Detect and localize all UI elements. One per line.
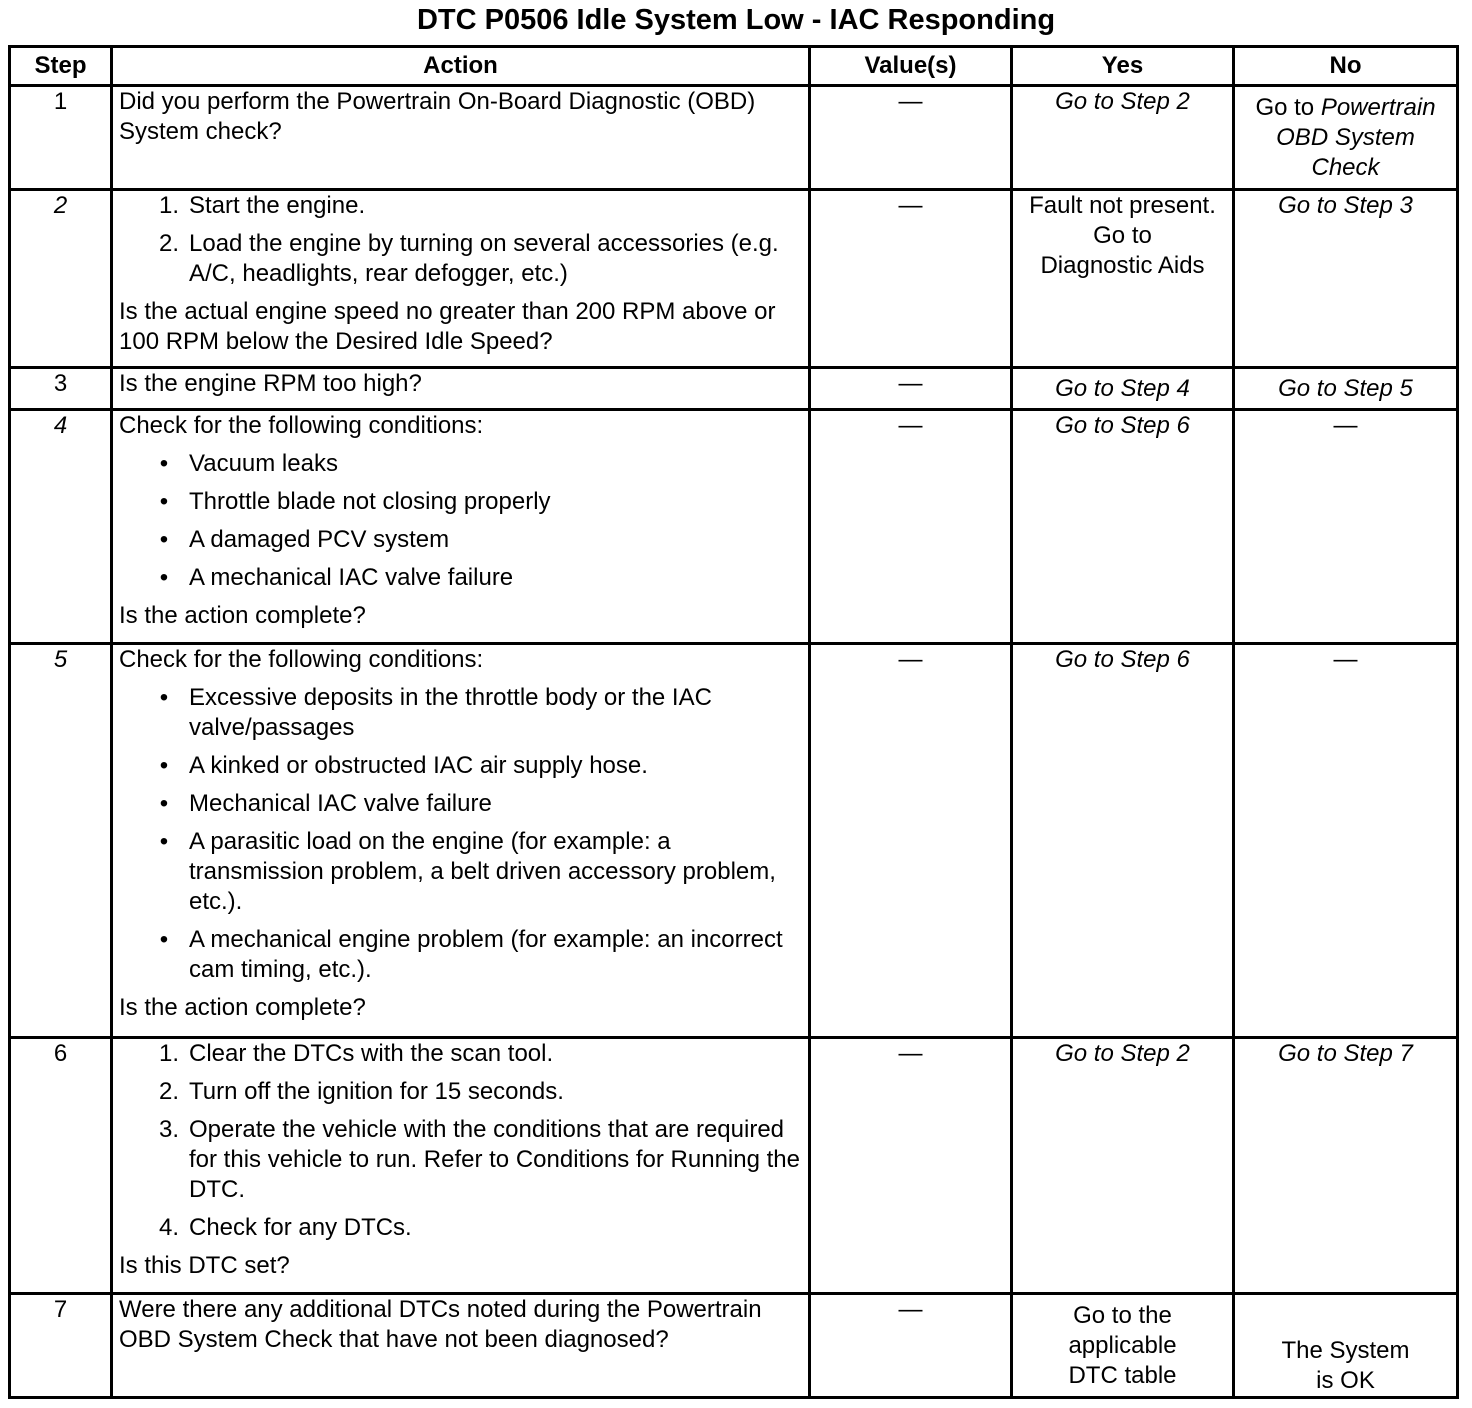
list-item: 1. Clear the DTCs with the scan tool. [158, 1040, 554, 1067]
action-intro: Check for the following conditions: [119, 646, 484, 673]
no-cell: — [1234, 410, 1458, 644]
list-item: • Excessive deposits in the throttle body or the IAC valve/passages [159, 684, 712, 741]
no-cell [1234, 86, 1458, 190]
list-item: • A parasitic load on the engine (for example: a transmission problem, a belt driven accessory problem, etc.). [159, 828, 776, 915]
action-question: Is the engine RPM too high? [119, 370, 422, 397]
table-row [10, 1038, 1458, 1294]
no-line: is OK [1316, 1367, 1375, 1394]
list-item: • Mechanical IAC valve failure [159, 790, 492, 817]
value-cell: — [810, 1038, 1012, 1294]
numbered-list [119, 191, 802, 289]
no-line: OBD System [1276, 123, 1415, 151]
yes-line: Diagnostic Aids [1040, 252, 1205, 279]
no-cell: Go to Step 5 [1234, 368, 1458, 410]
action-cell [112, 190, 810, 368]
list-item: • A mechanical engine problem (for example: an incorrect cam timing, etc.). [159, 926, 783, 983]
action-cell [112, 1038, 810, 1294]
yes-line: applicable [1068, 1331, 1177, 1359]
bullet-list [119, 449, 802, 593]
header-yes: Yes [1012, 47, 1234, 86]
step-number: 1 [10, 86, 112, 190]
no-line: Powertrain [1320, 93, 1436, 121]
no-line: Go to [1255, 93, 1321, 121]
header-action: Action [112, 47, 810, 86]
yes-cell: Go to Step 4 [1012, 368, 1234, 410]
no-cell: Go to Step 3 [1234, 190, 1458, 368]
header-step: Step [10, 47, 112, 86]
value-cell: — [810, 1294, 1012, 1398]
step-number: 3 [10, 368, 112, 410]
value-cell: — [810, 368, 1012, 410]
yes-cell [1012, 190, 1234, 368]
list-item: • Throttle blade not closing properly [159, 488, 551, 515]
step-number: 4 [10, 410, 112, 644]
yes-line: DTC table [1068, 1361, 1177, 1389]
no-line: The System [1281, 1337, 1410, 1364]
value-cell: — [810, 190, 1012, 368]
table-row [10, 368, 1458, 410]
yes-cell: Go to Step 2 [1012, 1038, 1234, 1294]
table-row [10, 86, 1458, 190]
list-item: • A mechanical IAC valve failure [159, 564, 514, 591]
step-number: 2 [10, 190, 112, 368]
header-no: No [1234, 47, 1458, 86]
bullet-list [119, 683, 802, 985]
no-line: Check [1311, 153, 1380, 181]
action-question: Were there any additional DTCs noted during the Powertrain OBD System Check that have not been diagnosed? [119, 1296, 762, 1353]
list-item: 3. Operate the vehicle with the conditions that are required for this vehicle to run. Refer to Conditions for Running the DTC. [158, 1116, 800, 1203]
yes-cell: Go to Step 2 [1012, 86, 1234, 190]
list-item: • Vacuum leaks [159, 450, 338, 477]
value-cell: — [810, 86, 1012, 190]
yes-cell: Go to Step 6 [1012, 644, 1234, 1038]
list-item: 2. Load the engine by turning on several accessories (e.g. A/C, headlights, rear defogger, etc.) [158, 230, 779, 287]
action-intro: Check for the following conditions: [119, 412, 484, 439]
action-cell [112, 410, 810, 644]
header-values: Value(s) [810, 47, 1012, 86]
action-question: Is the action complete? [119, 602, 366, 629]
document-title: DTC P0506 Idle System Low - IAC Responding [416, 4, 1056, 36]
step-number: 5 [10, 644, 112, 1038]
value-cell: — [810, 410, 1012, 644]
table-row [10, 1294, 1458, 1398]
step-number: 6 [10, 1038, 112, 1294]
no-cell [1234, 1294, 1458, 1398]
table-row [10, 410, 1458, 644]
list-item: 2. Turn off the ignition for 15 seconds. [158, 1078, 564, 1105]
list-item: 1. Start the engine. [158, 192, 366, 219]
yes-cell [1012, 1294, 1234, 1398]
no-cell: Go to Step 7 [1234, 1038, 1458, 1294]
action-question: Is the actual engine speed no greater than 200 RPM above or 100 RPM below the Desired Idle Speed? [119, 298, 776, 355]
step-number: 7 [10, 1294, 112, 1398]
numbered-list [119, 1039, 802, 1243]
table-row [10, 190, 1458, 368]
yes-line: Go to the [1073, 1301, 1172, 1329]
action-question: Is this DTC set? [119, 1252, 290, 1279]
value-cell: — [810, 644, 1012, 1038]
list-item: 4. Check for any DTCs. [158, 1214, 412, 1241]
list-item: • A kinked or obstructed IAC air supply hose. [159, 752, 648, 779]
yes-line: Fault not present. [1029, 192, 1216, 219]
list-item: • A damaged PCV system [159, 526, 450, 553]
yes-line: Go to [1093, 222, 1152, 249]
action-cell [112, 644, 810, 1038]
action-cell [112, 368, 810, 410]
table-row [10, 644, 1458, 1038]
yes-cell: Go to Step 6 [1012, 410, 1234, 644]
no-cell: — [1234, 644, 1458, 1038]
action-cell [112, 86, 810, 190]
action-question: Did you perform the Powertrain On-Board Diagnostic (OBD) System check? [119, 88, 756, 145]
diagnostic-table [8, 45, 1459, 1399]
action-cell [112, 1294, 810, 1398]
action-question: Is the action complete? [119, 994, 366, 1021]
header-row [10, 47, 1458, 86]
